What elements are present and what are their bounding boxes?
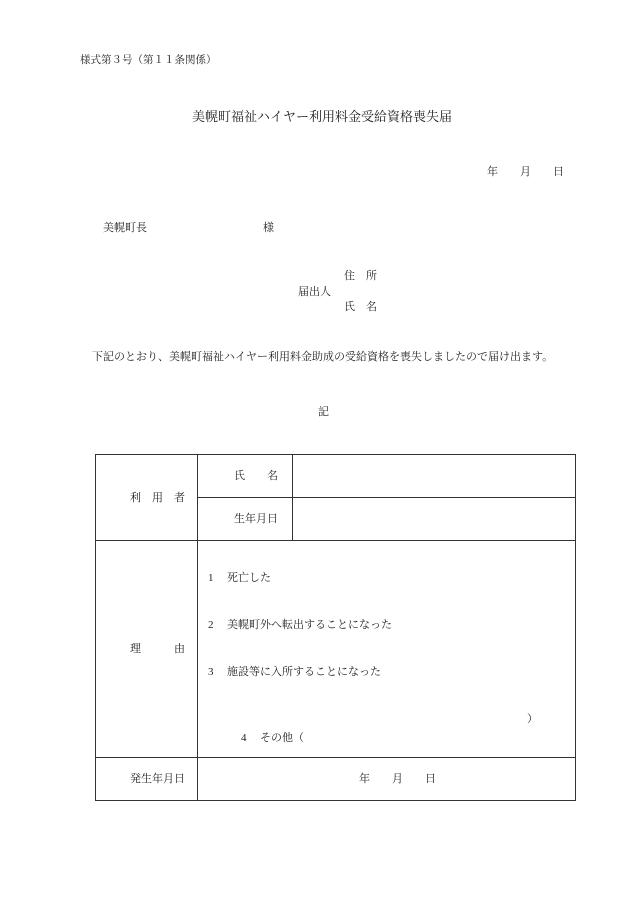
reason-item-text: 美幌町外へ転出することになった	[227, 619, 392, 631]
reason-item	[208, 569, 575, 588]
body-text: 下記のとおり、美幌町福祉ハイヤー利用料金助成の受給資格を喪失しましたので届け出ます。	[92, 351, 554, 363]
reason-item	[208, 663, 575, 682]
reason-item-other	[208, 710, 538, 744]
reason-item-number: 1	[208, 572, 214, 584]
applicant-label: 届出人	[298, 286, 331, 298]
user-label-cell	[96, 455, 198, 541]
occurrence-label-cell	[96, 758, 198, 801]
table-row-user-name	[96, 455, 576, 498]
applicant-name-label: 氏 名	[344, 301, 377, 313]
addressee-honorific: 様	[263, 222, 274, 234]
form-number: 様式第３号（第１１条関係）	[80, 55, 217, 66]
reason-label: 理 由	[130, 643, 185, 655]
document-title: 美幌町福祉ハイヤー利用料金受給資格喪失届	[192, 109, 453, 124]
form-table	[95, 454, 576, 801]
occurrence-date-cell	[198, 758, 576, 801]
ki-heading: 記	[318, 406, 329, 418]
user-birth-label-cell	[198, 498, 293, 541]
submission-date: 年 月 日	[487, 166, 564, 178]
reason-item-text: 死亡した	[227, 572, 271, 584]
reason-items-cell	[198, 541, 576, 758]
user-name-label-cell	[198, 455, 293, 498]
reason-label-cell	[96, 541, 198, 758]
reason-item-number: 2	[208, 619, 214, 631]
occurrence-label: 発生年月日	[130, 773, 185, 785]
table-row-occurrence	[96, 758, 576, 801]
addressee-name: 美幌町長	[103, 222, 147, 234]
reason-item-other-close: ）	[527, 713, 538, 725]
reason-item-number: 3	[208, 666, 214, 678]
reason-item-text: 施設等に入所することになった	[227, 666, 381, 678]
occurrence-date: 年 月 日	[359, 773, 436, 785]
user-label: 利 用 者	[130, 491, 185, 504]
reason-item	[208, 616, 575, 635]
applicant-address-label: 住 所	[344, 270, 377, 282]
user-birth-label: 生年月日	[234, 513, 278, 525]
user-name-label: 氏 名	[234, 470, 278, 482]
user-name-value-cell	[293, 455, 576, 498]
user-birth-value-cell	[293, 498, 576, 541]
reason-item-number: 4	[241, 732, 247, 744]
reason-item-text: その他（	[260, 732, 304, 744]
reason-item-other-open	[208, 710, 304, 744]
table-row-reason	[96, 541, 576, 758]
